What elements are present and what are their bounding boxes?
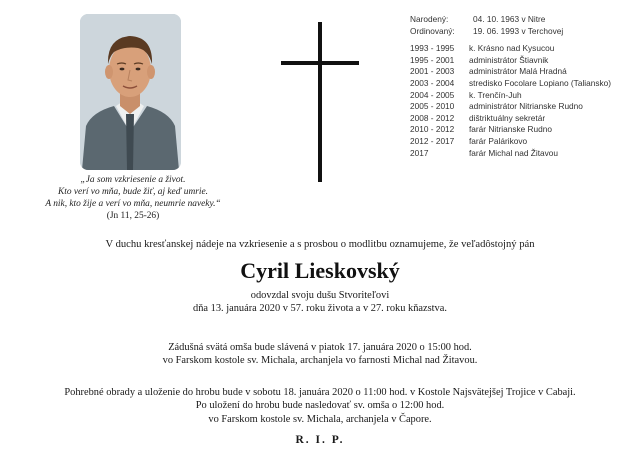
biography-info <box>410 14 638 159</box>
career-years: 2001 - 2003 <box>410 66 455 77</box>
career-place: farár Michal nad Žitavou <box>469 147 559 158</box>
funeral-info <box>0 386 640 426</box>
career-years: 1993 - 1995 <box>410 43 455 54</box>
career-place: farár Nitrianske Rudno <box>469 124 553 135</box>
quote-reference: (Jn 11, 25-26) <box>106 211 160 221</box>
career-row <box>410 113 638 125</box>
career-years: 1995 - 2001 <box>410 54 455 65</box>
career-years: 2008 - 2012 <box>410 112 455 123</box>
career-place: administrátor Štiavnik <box>469 54 549 65</box>
career-row <box>410 78 638 90</box>
career-years: 2003 - 2004 <box>410 77 455 88</box>
career-row <box>410 148 638 160</box>
born-value: 04. 10. 1963 v Nitre <box>473 14 546 24</box>
ordained-label: Ordinovaný: <box>410 25 455 36</box>
born-row <box>410 14 638 26</box>
career-years: 2010 - 2012 <box>410 124 455 135</box>
career-years: 2012 - 2017 <box>410 135 455 146</box>
funeral-line: Pohrebné obrady a uloženie do hrobu bude v sobotu 18. januára 2020 o 11:00 hod. v Kostole Najsvätejšej Trojice v Cabaji. <box>64 387 576 398</box>
quote-line: Kto verí vo mňa, bude žiť, aj keď umrie. <box>58 187 208 197</box>
career-place: k. Trenčín-Juh <box>469 89 522 100</box>
career-row <box>410 66 638 78</box>
mass-info <box>0 341 640 368</box>
funeral-line: vo Farskom kostole sv. Michala, archanjela v Čapore. <box>208 413 432 425</box>
career-place: dištriktuálny sekretár <box>469 112 546 123</box>
portrait-photo <box>80 14 181 170</box>
career-row <box>410 124 638 136</box>
career-years: 2017 <box>410 147 429 158</box>
mass-line: vo Farskom kostole sv. Michala, archanjela vo farnosti Michal nad Žitavou. <box>162 355 478 367</box>
deceased-name: Cyril Lieskovský <box>240 258 400 283</box>
career-row <box>410 101 638 113</box>
quote-line: A nik, kto žije a verí vo mňa, neumrie naveky.“ <box>45 199 221 209</box>
rip-closing: R. I. P. <box>295 434 345 446</box>
ordained-row <box>410 26 638 38</box>
mass-line: Zádušná svätá omša bude slávená v piatok 17. januára 2020 o 15:00 hod. <box>168 342 472 353</box>
death-info <box>0 289 640 316</box>
career-row <box>410 136 638 148</box>
quote-line: „Ja som vzkriesenie a život. <box>80 175 186 185</box>
death-line: odovzdal svoju dušu Stvoriteľovi <box>250 290 390 301</box>
portrait-illustration <box>80 14 181 170</box>
career-place: k. Krásno nad Kysucou <box>469 43 555 54</box>
funeral-line: Po uložení do hrobu bude nasledovať sv. omša o 12:00 hod. <box>195 400 445 412</box>
career-place: farár Palárikovo <box>469 135 528 146</box>
career-row <box>410 55 638 67</box>
career-years: 2005 - 2010 <box>410 101 455 112</box>
ordained-value: 19. 06. 1993 v Terchovej <box>473 25 564 36</box>
cross-icon-arm <box>281 61 359 65</box>
career-place: stredisko Focolare Lopiano (Taliansko) <box>469 77 612 88</box>
bible-quote <box>28 174 238 222</box>
announcement-text: V duchu kresťanskej nádeje na vzkriesenie a s prosbou o modlitbu oznamujeme, že veľadôstojný pán <box>105 239 535 250</box>
death-line: dňa 13. januára 2020 v 57. roku života a v 27. roku kňazstva. <box>193 303 447 315</box>
career-row <box>410 90 638 102</box>
career-place: administrátor Malá Hradná <box>469 66 567 77</box>
born-label: Narodený: <box>410 14 449 24</box>
career-years: 2004 - 2005 <box>410 89 455 100</box>
career-place: administrátor Nitrianske Rudno <box>469 101 583 112</box>
cross-icon <box>318 22 322 182</box>
career-row <box>410 43 638 55</box>
